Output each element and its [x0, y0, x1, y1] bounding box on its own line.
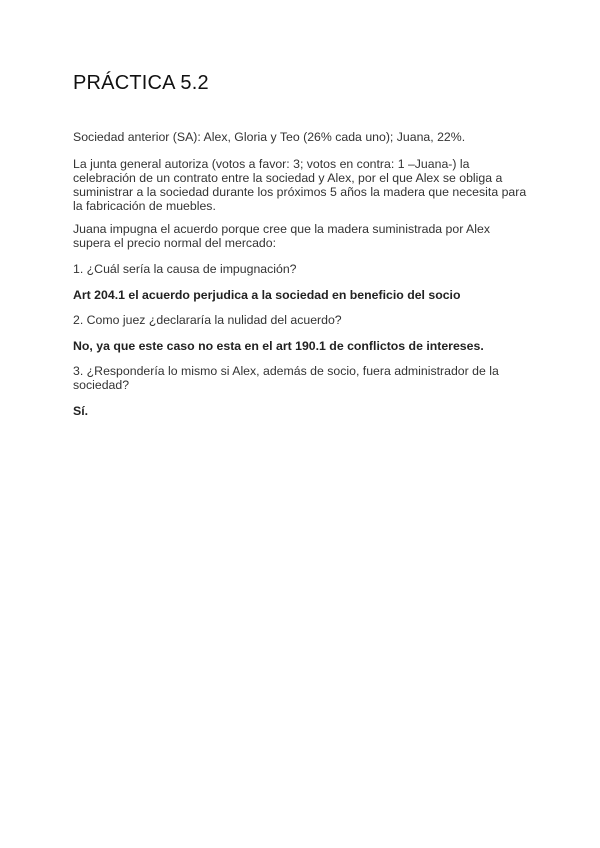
question-1: 1. ¿Cuál sería la causa de impugnación? [73, 262, 297, 276]
question-2: 2. Como juez ¿declararía la nulidad del acuerdo? [73, 313, 342, 327]
answer-1: Art 204.1 el acuerdo perjudica a la sociedad en beneficio del socio [73, 288, 461, 302]
question-3: 3. ¿Respondería lo mismo si Alex, además de socio, fuera administrador de la sociedad? [73, 364, 499, 392]
paragraph-board-resolution: La junta general autoriza (votos a favor: 3; votos en contra: 1 –Juana-) la celebración de un contrato entre la sociedad y Alex, por el que Alex se obliga a suministrar a la sociedad durante los próximos 5 años la madera que necesita para la fabricación de muebles. [73, 157, 527, 213]
answer-2: No, ya que este caso no esta en el art 190.1 de conflictos de intereses. [73, 339, 484, 353]
document-title: PRÁCTICA 5.2 [73, 72, 209, 94]
paragraph-challenge: Juana impugna el acuerdo porque cree que la madera suministrada por Alex supera el precio normal del mercado: [73, 222, 490, 250]
paragraph-company-partners: Sociedad anterior (SA): Alex, Gloria y Teo (26% cada uno); Juana, 22%. [73, 130, 466, 144]
answer-3: Sí. [73, 404, 89, 418]
